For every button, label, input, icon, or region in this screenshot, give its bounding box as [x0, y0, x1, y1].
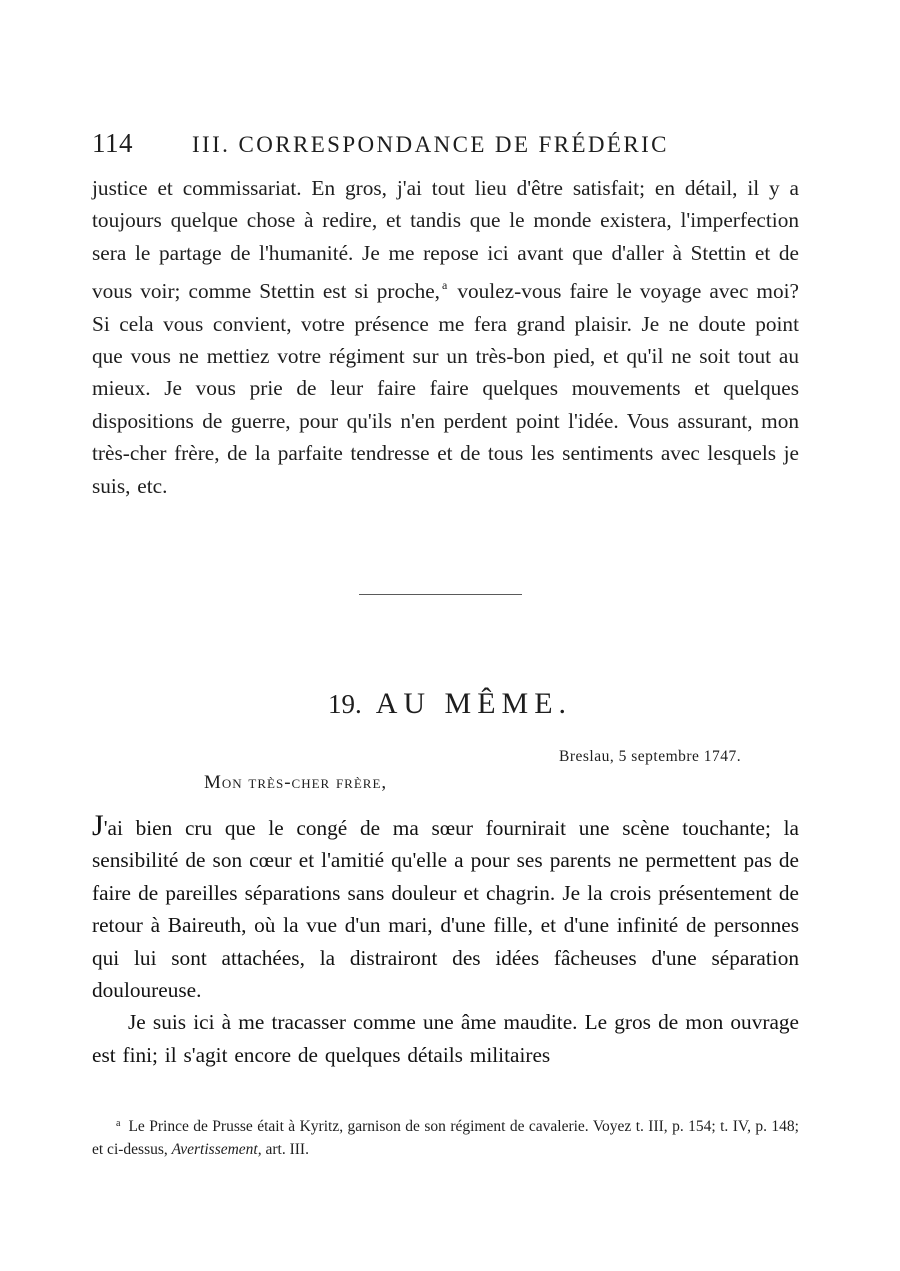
footnote-mark: a	[116, 1118, 121, 1129]
continued-paragraph	[92, 172, 799, 502]
footnote-italic-reference: Avertissement,	[171, 1140, 262, 1158]
initial-letter: J	[92, 809, 104, 842]
page-number: 114	[92, 128, 133, 158]
letter-paragraph-1-text: 'ai bien cru que le congé de ma sœur fournirait une scène touchante; la sensibilité de son cœur et l'amitié qu'elle a pour ses parents ne permettent pas de faire de pareilles séparations sans douleur et chagrin. Je la crois présentement de retour à Baireuth, où la vue d'un mari, d'une fille, et d'une infinité de personnes qui lui sont attachées, la distrairont des idées fâcheuses d'une séparation douloureuse.	[92, 816, 799, 1003]
footnote-reference: a	[442, 278, 448, 293]
letter-title: AU MÊME.	[375, 687, 573, 720]
letter-dateline: Breslau, 5 septembre 1747.	[559, 748, 742, 765]
letter-paragraph-2: Je suis ici à me tracasser comme une âme maudite. Le gros de mon ouvrage est fini; il s'agit encore de quelques détails militaires	[92, 1010, 799, 1067]
footnote	[92, 1113, 799, 1161]
letter-salutation: Mon très-cher frère,	[204, 772, 388, 793]
running-head	[92, 128, 812, 168]
letter-paragraph-1	[92, 811, 799, 1006]
continued-text-part-1: justice et commissariat. En gros, j'ai tout lieu d'être satisfait; en détail, il y a toujours quelque chose à redire, et tandis que le monde existera, l'imperfection sera le partage de l'humanité. Je me repose ici avant que d'aller à Stettin et de vous voir; comme Stettin est si proche,	[92, 176, 799, 304]
section-divider	[359, 594, 522, 595]
letter-number: 19.	[327, 689, 362, 719]
letter-body	[92, 811, 799, 1071]
running-title: III. CORRESPONDANCE DE FRÉDÉRIC	[192, 132, 669, 157]
footnote-text-end: art. III.	[261, 1140, 309, 1158]
footnote-text: Le Prince de Prusse était à Kyritz, garnison de son régiment de cavalerie. Voyez t. III, p. 154; t. IV, p. 148; et ci-dessus,	[92, 1118, 799, 1158]
continued-text-part-2: voulez-vous faire le voyage avec moi? Si cela vous convient, votre présence me fera grand plaisir. Je ne doute point que vous ne mettiez votre régiment sur un très-bon pied, et qu'il ne soit tout au mieux. Je vous prie de leur faire faire quelques mouvements et quelques dispositions de guerre, pour qu'ils n'en perdent point l'idée. Vous assurant, mon très-cher frère, de la parfaite tendresse et de tous les sentiments avec lesquels je suis, etc.	[92, 279, 799, 498]
continued-letter-text	[92, 172, 799, 502]
letter-heading	[0, 687, 900, 721]
